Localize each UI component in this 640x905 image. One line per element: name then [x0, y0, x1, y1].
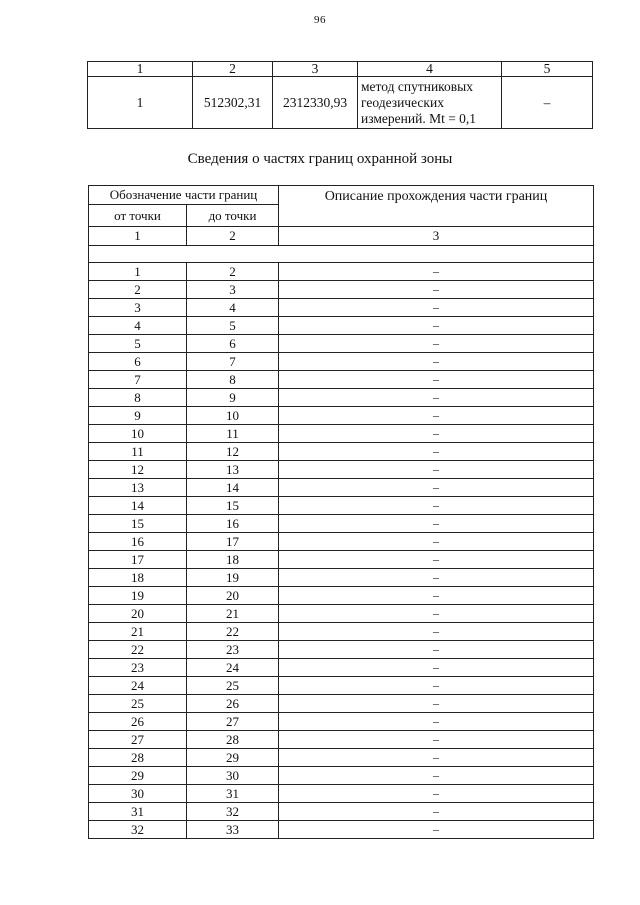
from-point-cell: 23	[89, 659, 187, 677]
description-cell: –	[279, 605, 594, 623]
description-cell: –	[279, 821, 594, 839]
coordinates-header-row	[88, 62, 593, 77]
table-row	[89, 713, 594, 731]
from-point-cell: 2	[89, 281, 187, 299]
boundary-rows	[89, 263, 594, 839]
description-cell: –	[279, 677, 594, 695]
coordinates-header-cell: 2	[193, 62, 273, 77]
description-cell: –	[279, 407, 594, 425]
description-cell: –	[279, 623, 594, 641]
from-point-cell: 1	[89, 263, 187, 281]
table-row	[89, 461, 594, 479]
to-point-cell: 25	[187, 677, 279, 695]
from-point-cell: 13	[89, 479, 187, 497]
description-cell: –	[279, 731, 594, 749]
column-number-row	[89, 227, 594, 246]
table-row	[89, 749, 594, 767]
table-row	[89, 407, 594, 425]
empty-section-cell	[89, 246, 594, 263]
to-point-header: до точки	[187, 205, 279, 227]
table-row	[89, 623, 594, 641]
table-row	[89, 281, 594, 299]
description-cell: –	[279, 353, 594, 371]
from-point-cell: 17	[89, 551, 187, 569]
column-number-cell: 2	[187, 227, 279, 246]
description-cell: –	[279, 713, 594, 731]
from-point-cell: 22	[89, 641, 187, 659]
to-point-cell: 5	[187, 317, 279, 335]
description-cell: –	[502, 77, 593, 129]
column-number-cell: 1	[89, 227, 187, 246]
description-cell: –	[279, 263, 594, 281]
from-point-cell: 15	[89, 515, 187, 533]
section-title: Сведения о частях границ охранной зоны	[187, 151, 453, 167]
boundary-parts-table	[88, 185, 594, 839]
from-point-cell: 32	[89, 821, 187, 839]
coordinates-header-cell: 3	[273, 62, 358, 77]
table-row	[89, 299, 594, 317]
description-cell: –	[279, 641, 594, 659]
description-cell: –	[279, 335, 594, 353]
table-row	[89, 353, 594, 371]
method-line: геодезических	[361, 94, 444, 110]
page-number: 96	[314, 14, 326, 26]
description-cell: –	[279, 587, 594, 605]
description-cell: –	[279, 515, 594, 533]
point-number-cell: 1	[88, 77, 193, 129]
from-point-cell: 28	[89, 749, 187, 767]
x-coordinate-cell: 512302,31	[193, 77, 273, 129]
description-cell: –	[279, 497, 594, 515]
description-cell: –	[279, 749, 594, 767]
from-point-header: от точки	[89, 205, 187, 227]
description-cell: –	[279, 659, 594, 677]
description-cell: –	[279, 461, 594, 479]
to-point-cell: 23	[187, 641, 279, 659]
to-point-cell: 18	[187, 551, 279, 569]
to-point-cell: 6	[187, 335, 279, 353]
to-point-cell: 32	[187, 803, 279, 821]
from-point-cell: 12	[89, 461, 187, 479]
description-cell: –	[279, 317, 594, 335]
from-point-cell: 7	[89, 371, 187, 389]
table-row	[89, 533, 594, 551]
from-point-cell: 25	[89, 695, 187, 713]
table-row	[89, 479, 594, 497]
description-cell: –	[279, 443, 594, 461]
to-point-cell: 24	[187, 659, 279, 677]
description-cell: –	[279, 371, 594, 389]
table-row	[89, 335, 594, 353]
coordinates-header-cell: 4	[358, 62, 502, 77]
table-row	[89, 497, 594, 515]
from-point-cell: 14	[89, 497, 187, 515]
from-point-cell: 5	[89, 335, 187, 353]
table-row	[89, 767, 594, 785]
method-cell	[358, 77, 502, 129]
from-point-cell: 31	[89, 803, 187, 821]
table-row	[89, 263, 594, 281]
to-point-cell: 16	[187, 515, 279, 533]
table-row	[89, 695, 594, 713]
y-coordinate-cell: 2312330,93	[273, 77, 358, 129]
table-row	[89, 443, 594, 461]
from-point-cell: 24	[89, 677, 187, 695]
from-point-cell: 10	[89, 425, 187, 443]
to-point-cell: 2	[187, 263, 279, 281]
table-row	[89, 803, 594, 821]
to-point-cell: 15	[187, 497, 279, 515]
from-point-cell: 8	[89, 389, 187, 407]
table-row	[89, 659, 594, 677]
group-header: Обозначение части границ	[89, 186, 279, 205]
description-cell: –	[279, 479, 594, 497]
to-point-cell: 10	[187, 407, 279, 425]
coordinates-table	[87, 61, 593, 129]
to-point-cell: 33	[187, 821, 279, 839]
table-row	[89, 317, 594, 335]
from-point-cell: 11	[89, 443, 187, 461]
to-point-cell: 12	[187, 443, 279, 461]
table-row	[89, 515, 594, 533]
coordinates-header-cell: 1	[88, 62, 193, 77]
to-point-cell: 27	[187, 713, 279, 731]
table-row	[89, 677, 594, 695]
table-row	[89, 731, 594, 749]
table-row	[89, 785, 594, 803]
table-row	[89, 587, 594, 605]
to-point-cell: 26	[187, 695, 279, 713]
from-point-cell: 30	[89, 785, 187, 803]
description-cell: –	[279, 425, 594, 443]
to-point-cell: 17	[187, 533, 279, 551]
to-point-cell: 8	[187, 371, 279, 389]
description-cell: –	[279, 281, 594, 299]
from-point-cell: 3	[89, 299, 187, 317]
to-point-cell: 29	[187, 749, 279, 767]
description-header: Описание прохождения части границ	[279, 186, 594, 227]
description-cell: –	[279, 785, 594, 803]
table-row	[89, 389, 594, 407]
to-point-cell: 7	[187, 353, 279, 371]
from-point-cell: 21	[89, 623, 187, 641]
table-row	[89, 371, 594, 389]
table-row	[89, 641, 594, 659]
to-point-cell: 14	[187, 479, 279, 497]
from-point-cell: 16	[89, 533, 187, 551]
from-point-cell: 18	[89, 569, 187, 587]
description-cell: –	[279, 389, 594, 407]
to-point-cell: 3	[187, 281, 279, 299]
to-point-cell: 30	[187, 767, 279, 785]
table-row	[89, 551, 594, 569]
to-point-cell: 4	[187, 299, 279, 317]
from-point-cell: 29	[89, 767, 187, 785]
from-point-cell: 20	[89, 605, 187, 623]
to-point-cell: 11	[187, 425, 279, 443]
from-point-cell: 4	[89, 317, 187, 335]
to-point-cell: 31	[187, 785, 279, 803]
method-line: метод спутниковых	[361, 78, 473, 94]
description-cell: –	[279, 551, 594, 569]
from-point-cell: 19	[89, 587, 187, 605]
from-point-cell: 27	[89, 731, 187, 749]
table-row	[89, 605, 594, 623]
to-point-cell: 28	[187, 731, 279, 749]
from-point-cell: 9	[89, 407, 187, 425]
column-number-cell: 3	[279, 227, 594, 246]
table-row	[89, 425, 594, 443]
coordinates-data-row	[88, 77, 593, 129]
to-point-cell: 9	[187, 389, 279, 407]
coordinates-header-cell: 5	[502, 62, 593, 77]
to-point-cell: 22	[187, 623, 279, 641]
from-point-cell: 6	[89, 353, 187, 371]
table-row	[89, 569, 594, 587]
from-point-cell: 26	[89, 713, 187, 731]
description-cell: –	[279, 803, 594, 821]
description-cell: –	[279, 533, 594, 551]
table-row	[89, 821, 594, 839]
description-cell: –	[279, 695, 594, 713]
description-cell: –	[279, 767, 594, 785]
description-cell: –	[279, 569, 594, 587]
method-line: измерений. Mt = 0,1	[361, 110, 477, 126]
to-point-cell: 13	[187, 461, 279, 479]
to-point-cell: 21	[187, 605, 279, 623]
boundary-header-row	[89, 186, 594, 205]
empty-section-row	[89, 246, 594, 263]
to-point-cell: 20	[187, 587, 279, 605]
description-cell: –	[279, 299, 594, 317]
to-point-cell: 19	[187, 569, 279, 587]
